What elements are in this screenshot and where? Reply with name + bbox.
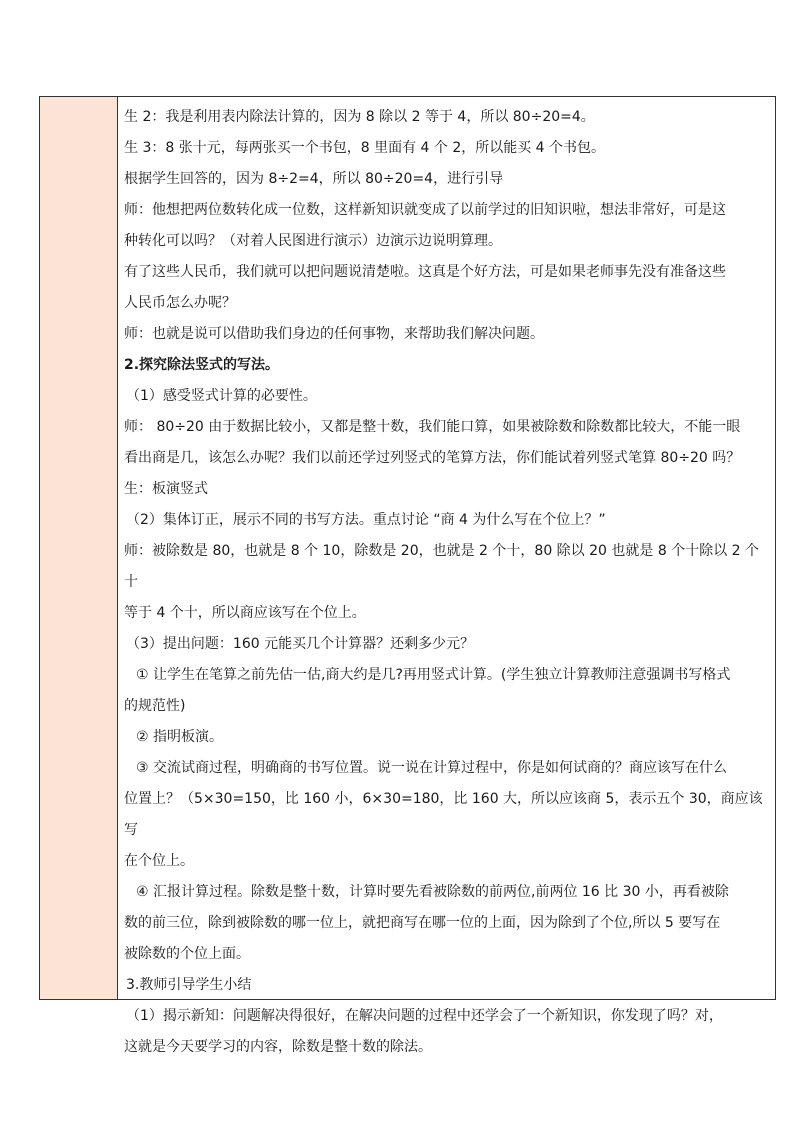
text-line: ② 指明板演。 [136,729,224,745]
text-line: 根据学生回答的，因为 8÷2=4，所以 80÷20=4，进行引导 [124,171,504,187]
text-line: （1）感受竖式计算的必要性。 [126,388,317,404]
lesson-table [39,96,776,1055]
text-line: 数的前三位，除到被除数的哪一位上，就把商写在哪一位的上面，因为除到了个位,所以 5 要写在 [124,915,721,931]
text-line: 位置上？（5×30=150，比 160 小，6×30=180，比 160 大，所以应该商 5，表示五个 30，商应该写 [124,791,763,838]
text-line: 师：被除数是 80，也就是 8 个 10，除数是 20，也就是 2 个十，80 除以 20 也就是 8 个十除以 2 个十 [124,543,760,590]
text-line: （1）揭示新知：问题解决得很好，在解决问题的过程中还学会了一个新知识，你发现了吗？对， [126,1008,723,1024]
text-line: 这就是今天要学习的内容，除数是整十数的除法。 [124,1039,432,1055]
text-line: 种转化可以吗？（对着人民图进行演示）边演示边说明算理。 [124,233,502,249]
text-line: 师： 80÷20 由于数据比较小，又都是整十数，我们能口算，如果被除数和除数都比较大，不能一眼 [124,419,741,435]
text-line: ④ 汇报计算过程。除数是整十数，计算时要先看被除数的前两位,前两位 16 比 30 小，再看被除 [136,884,729,900]
text-line: 看出商是几，该怎么办呢？我们以前还学过列竖式的笔算方法，你们能试着列竖式笔算 80÷20 吗？ [124,450,741,466]
section-heading: 3.教师引导学生小结 [126,977,252,993]
text-line: ③ 交流试商过程，明确商的书写位置。说一说在计算过程中，你是如何试商的？商应该写在什么 [136,760,727,776]
text-line: 在个位上。 [124,853,194,869]
text-line: 生 3：8 张十元，每两张买一个书包，8 里面有 4 个 2，所以能买 4 个书包。 [124,140,606,156]
text-line: 的规范性) [124,698,186,714]
text-line: 师：他想把两位数转化成一位数，这样新知识就变成了以前学过的旧知识啦，想法非常好，可是这 [124,202,726,218]
text-line: （2）集体订正，展示不同的书写方法。重点讨论 “商 4 为什么写在个位上？” [126,512,606,528]
text-line: 生：板演竖式 [124,481,208,497]
table-content-cell [118,97,775,1055]
text-line: 等于 4 个十，所以商应该写在个位上。 [124,605,366,621]
section-heading: 2.探究除法竖式的写法。 [124,357,280,373]
text-line: 有了这些人民币，我们就可以把问题说清楚啦。这真是个好方法，可是如果老师事先没有准备这些 [124,264,726,280]
text-line: ① 让学生在笔算之前先估一估,商大约是几?再用竖式计算。(学生独立计算教师注意强调书写格式 [136,667,731,683]
text-line: 被除数的个位上面。 [124,946,250,962]
text-line: （3）提出问题：160 元能买几个计算器？还剩多少元？ [126,636,475,652]
table-label-column [40,97,118,999]
text-line: 师：也就是说可以借助我们身边的任何事物，来帮助我们解决问题。 [124,326,544,342]
text-line: 生 2：我是利用表内除法计算的，因为 8 除以 2 等于 4，所以 80÷20=4。 [124,109,595,125]
text-line: 人民币怎么办呢？ [124,295,236,311]
